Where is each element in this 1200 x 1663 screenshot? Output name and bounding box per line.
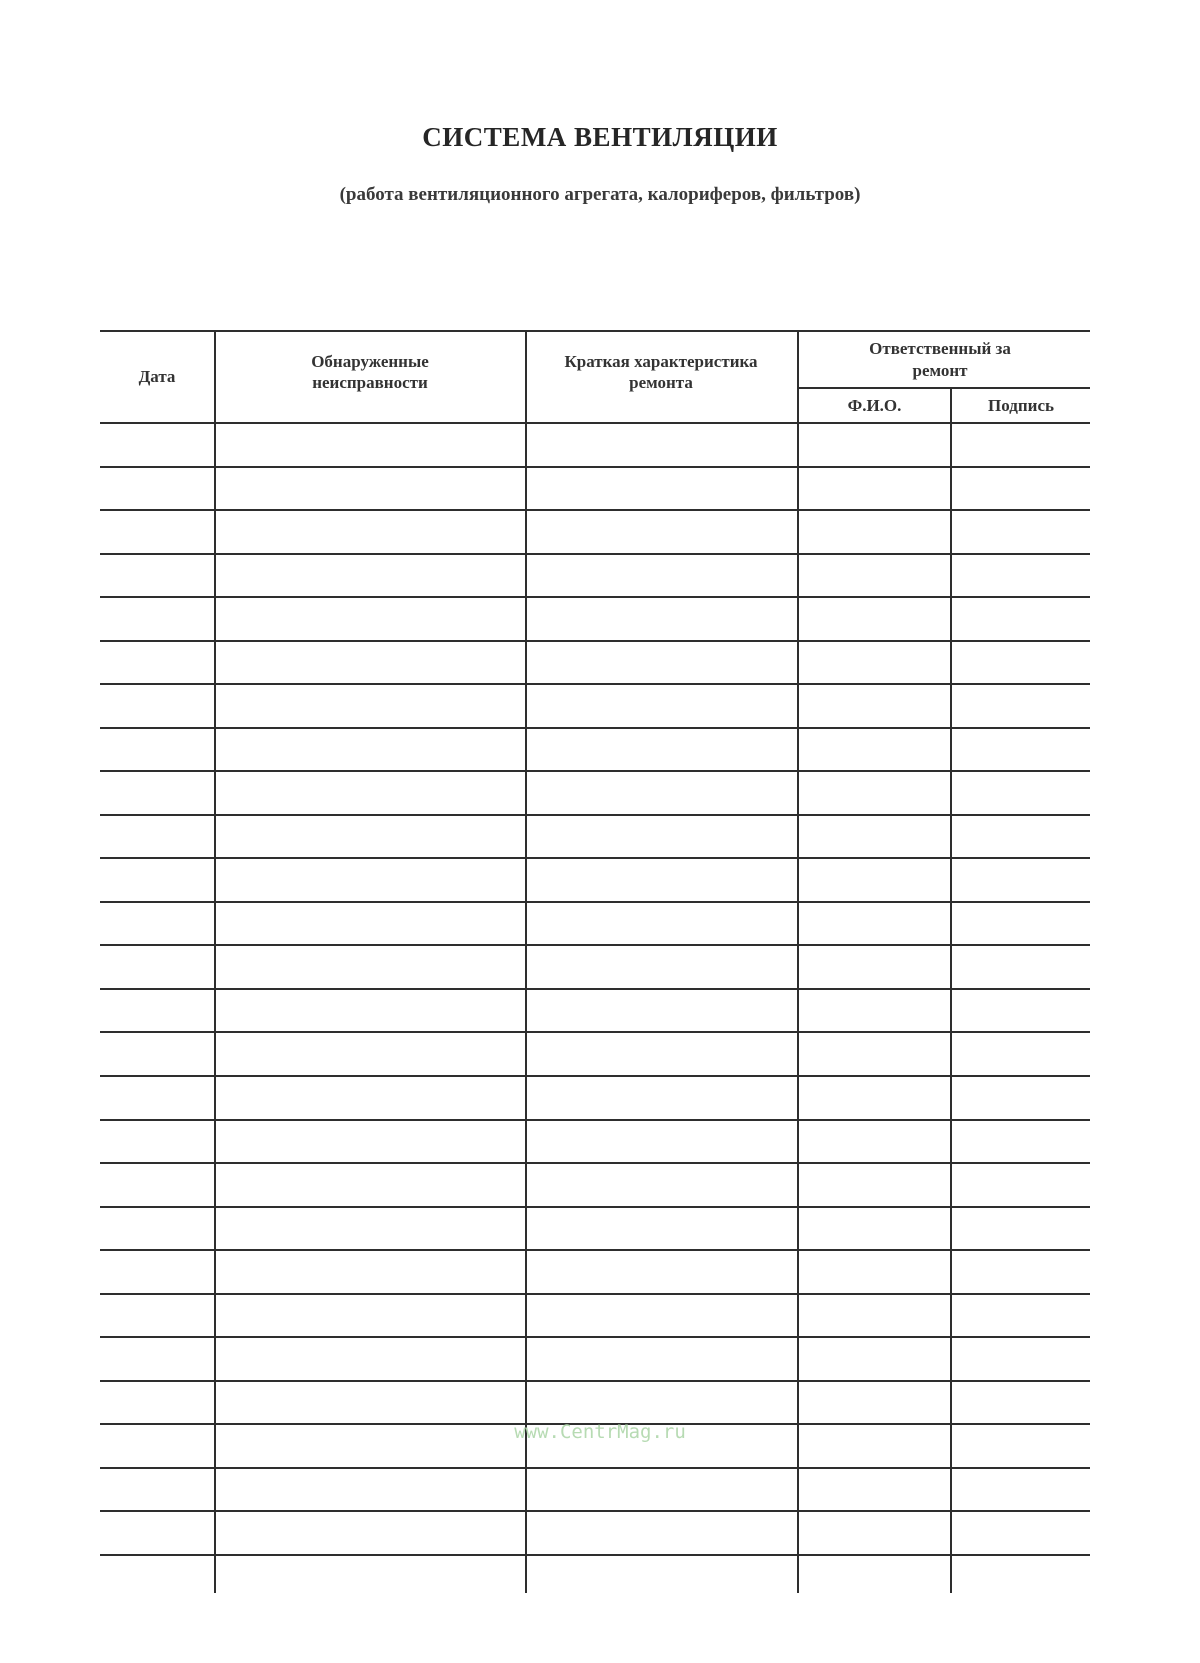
table-row-line [100, 1554, 1090, 1556]
table-row-line [100, 727, 1090, 729]
table-row-line [100, 1467, 1090, 1469]
table-row-line [100, 1249, 1090, 1251]
header-bottom-border [100, 422, 1090, 424]
header-date: Дата [138, 367, 176, 387]
table-row-line [100, 640, 1090, 642]
table-row-line [100, 1119, 1090, 1121]
table-row-line [100, 988, 1090, 990]
table-row-line [100, 814, 1090, 816]
watermark-text: www.CentrMag.ru [514, 1421, 686, 1443]
header-repair: Краткая характеристика ремонта [564, 351, 758, 392]
header-responsible: Ответственный за ремонт [869, 339, 1011, 380]
table-row-line [100, 1075, 1090, 1077]
table-row-line [100, 944, 1090, 946]
table-row-line [100, 1162, 1090, 1164]
header-signature: Подпись [988, 395, 1054, 415]
table-row-line [100, 1206, 1090, 1208]
table-row-line [100, 1293, 1090, 1295]
table-row-line [100, 553, 1090, 555]
document-subtitle: (работа вентиляционного агрегата, калориферов, фильтров) [339, 184, 861, 205]
table-row-line [100, 683, 1090, 685]
table-row-line [100, 770, 1090, 772]
column-divider-repair [797, 330, 799, 1593]
column-divider-name [950, 387, 952, 1593]
document-title: СИСТЕМА ВЕНТИЛЯЦИИ [422, 122, 778, 152]
table-row-line [100, 596, 1090, 598]
header-name: Ф.И.О. [847, 395, 902, 415]
table-row-line [100, 857, 1090, 859]
table-row-line [100, 901, 1090, 903]
table-row-line [100, 1031, 1090, 1033]
column-divider-faults [525, 330, 527, 1593]
table-row-line [100, 1380, 1090, 1382]
table-row-line [100, 1336, 1090, 1338]
header-faults: Обнаруженные неисправности [311, 351, 429, 392]
table-row-line [100, 1510, 1090, 1512]
column-divider-date [214, 330, 216, 1593]
table-row-line [100, 509, 1090, 511]
table-row-line [100, 466, 1090, 468]
